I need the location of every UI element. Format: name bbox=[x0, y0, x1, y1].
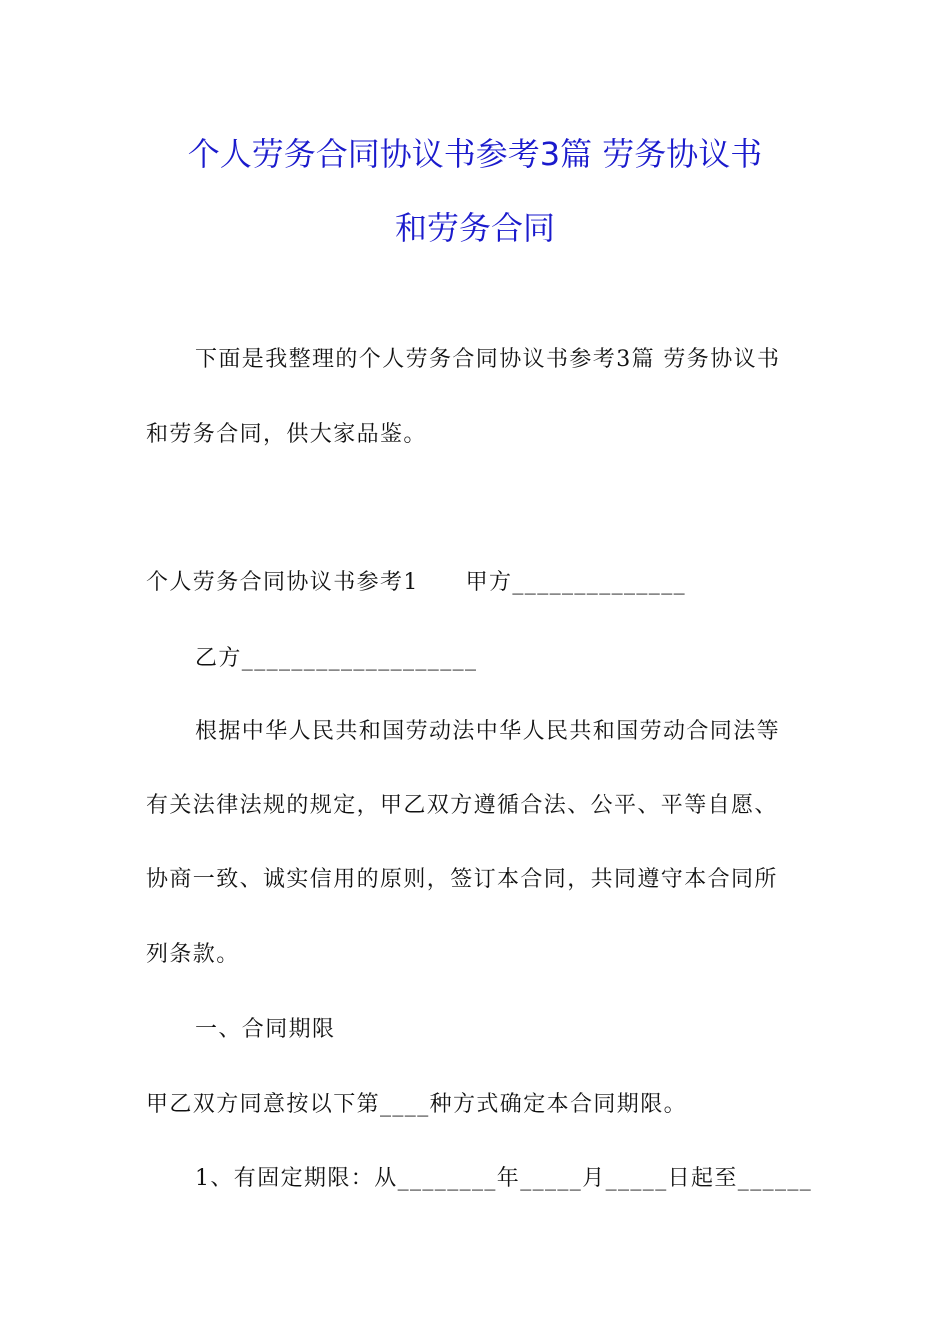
paragraph-1-line-4: 列条款。 bbox=[146, 942, 240, 967]
document-title-line-2: 和劳务合同 bbox=[394, 209, 555, 247]
section-1-heading: 个人劳务合同协议书参考1 甲方______________ bbox=[146, 570, 686, 595]
party-b-line: 乙方___________________ bbox=[195, 646, 478, 671]
paragraph-1-line-2: 有关法律法规的规定，甲乙双方遵循合法、公平、平等自愿、 bbox=[146, 793, 778, 818]
paragraph-1-line-1: 根据中华人民共和国劳动法中华人民共和国劳动合同法等 bbox=[195, 719, 781, 744]
intro-line-2: 和劳务合同，供大家品鉴。 bbox=[146, 422, 427, 447]
intro-line-1: 下面是我整理的个人劳务合同协议书参考3篇 劳务协议书 bbox=[195, 347, 781, 372]
clause-1-heading: 一、合同期限 bbox=[195, 1017, 336, 1042]
clause-1-item-1: 1、有固定期限：从________年_____月_____日起至______ bbox=[195, 1166, 813, 1191]
clause-1-text: 甲乙双方同意按以下第____种方式确定本合同期限。 bbox=[146, 1092, 688, 1117]
document-title-line-1: 个人劳务合同协议书参考3篇 劳务协议书 bbox=[187, 135, 763, 173]
paragraph-1-line-3: 协商一致、诚实信用的原则，签订本合同，共同遵守本合同所 bbox=[146, 867, 778, 892]
